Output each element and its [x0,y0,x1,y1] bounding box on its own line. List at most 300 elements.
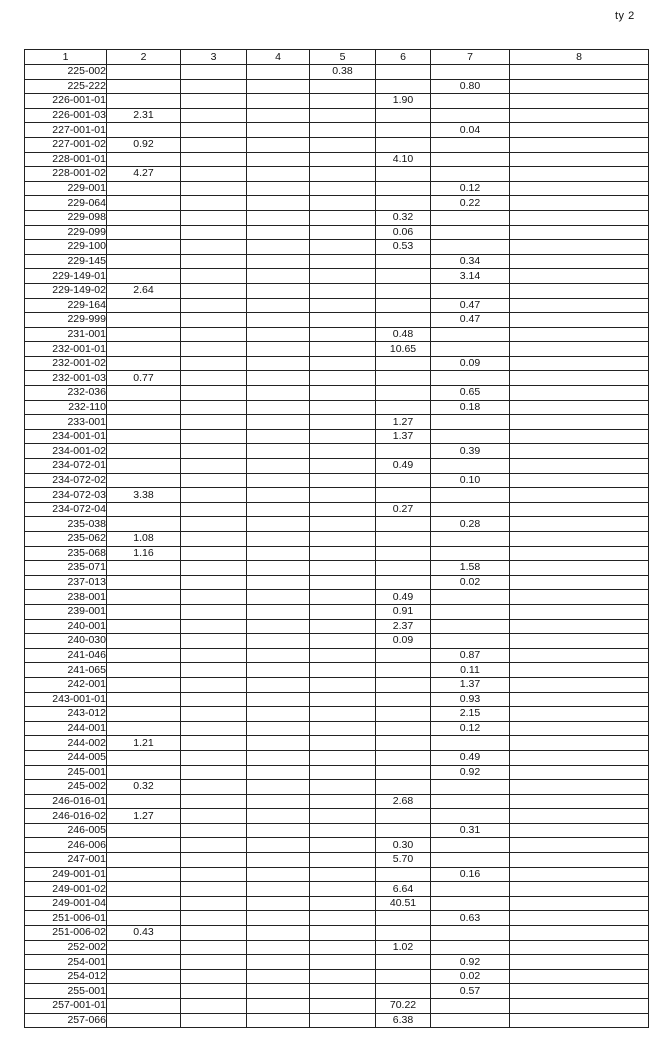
value-cell [181,926,247,941]
value-cell [247,853,310,868]
value-cell [431,429,510,444]
value-cell [510,546,649,561]
column-header: 4 [247,50,310,65]
value-cell [431,459,510,474]
row-code-cell: 244-001 [25,721,107,736]
value-cell: 0.12 [431,181,510,196]
value-cell [510,532,649,547]
table-row [25,619,649,634]
row-code-cell: 229-145 [25,254,107,269]
value-cell [247,969,310,984]
value-cell [247,823,310,838]
value-cell [431,853,510,868]
value-cell [107,707,181,722]
value-cell [510,210,649,225]
value-cell [247,181,310,196]
value-cell [376,254,431,269]
value-cell [181,677,247,692]
value-cell: 0.87 [431,648,510,663]
value-cell [510,853,649,868]
value-cell [310,896,376,911]
row-code-cell: 245-001 [25,765,107,780]
value-cell [247,108,310,123]
value-cell [247,502,310,517]
value-cell [376,283,431,298]
table-row [25,152,649,167]
value-cell [247,225,310,240]
value-cell [376,692,431,707]
value-cell: 3.14 [431,269,510,284]
value-cell [181,999,247,1014]
value-cell [247,648,310,663]
value-cell [310,429,376,444]
value-cell [181,794,247,809]
value-cell [247,736,310,751]
value-cell [431,488,510,503]
row-code-cell: 246-016-01 [25,794,107,809]
value-cell: 0.38 [310,65,376,80]
value-cell [247,196,310,211]
value-cell [247,692,310,707]
value-cell [107,415,181,430]
column-header: 6 [376,50,431,65]
table-row [25,561,649,576]
value-cell [510,429,649,444]
value-cell [247,604,310,619]
value-cell [181,429,247,444]
value-cell [510,634,649,649]
value-cell [247,546,310,561]
value-cell [310,882,376,897]
value-cell [181,94,247,109]
value-cell [247,488,310,503]
value-cell [181,254,247,269]
value-cell [376,984,431,999]
table-row [25,181,649,196]
value-cell [310,444,376,459]
value-cell [431,794,510,809]
value-cell: 0.30 [376,838,431,853]
value-cell [310,575,376,590]
value-cell [431,546,510,561]
value-cell [181,663,247,678]
value-cell: 0.32 [376,210,431,225]
value-cell [107,181,181,196]
value-cell [510,167,649,182]
value-cell: 0.47 [431,298,510,313]
value-cell [107,400,181,415]
value-cell [247,386,310,401]
value-cell [247,561,310,576]
value-cell: 0.32 [107,780,181,795]
row-code-cell: 227-001-02 [25,137,107,152]
value-cell [510,940,649,955]
table-row [25,327,649,342]
value-cell [181,692,247,707]
value-cell [431,940,510,955]
row-code-cell: 232-001-03 [25,371,107,386]
value-cell [310,736,376,751]
value-cell [510,137,649,152]
value-cell [247,94,310,109]
value-cell: 0.10 [431,473,510,488]
value-cell [181,196,247,211]
value-cell [247,283,310,298]
value-cell [181,853,247,868]
row-code-cell: 228-001-02 [25,167,107,182]
value-cell [310,984,376,999]
value-cell [310,780,376,795]
table-row [25,911,649,926]
value-cell [247,415,310,430]
page-number-label: ty 2 [615,10,635,22]
value-cell [431,1013,510,1028]
value-cell [107,444,181,459]
value-cell [510,502,649,517]
value-cell: 0.92 [431,955,510,970]
value-cell [247,809,310,824]
value-cell [107,225,181,240]
value-cell [510,123,649,138]
value-cell [107,429,181,444]
row-code-cell: 232-001-01 [25,342,107,357]
value-cell [107,663,181,678]
value-cell [181,327,247,342]
value-cell [181,210,247,225]
table-row [25,707,649,722]
value-cell: 4.10 [376,152,431,167]
value-cell [181,590,247,605]
value-cell [310,765,376,780]
value-cell [107,240,181,255]
value-cell [376,765,431,780]
value-cell [310,838,376,853]
value-cell [431,210,510,225]
value-cell [510,911,649,926]
value-cell [247,254,310,269]
value-cell [181,502,247,517]
value-cell [181,619,247,634]
table-row [25,823,649,838]
value-cell [431,342,510,357]
value-cell [181,736,247,751]
value-cell [181,955,247,970]
value-cell [247,765,310,780]
value-cell [107,896,181,911]
value-cell [107,648,181,663]
value-cell: 1.58 [431,561,510,576]
value-cell [247,327,310,342]
value-cell [247,400,310,415]
value-cell [510,561,649,576]
value-cell [107,65,181,80]
table-row [25,356,649,371]
value-cell [376,356,431,371]
value-cell [107,342,181,357]
value-cell [431,415,510,430]
table-row [25,517,649,532]
table-row [25,926,649,941]
value-cell [376,911,431,926]
row-code-cell: 232-036 [25,386,107,401]
value-cell: 3.38 [107,488,181,503]
value-cell [510,94,649,109]
table-row [25,502,649,517]
row-code-cell: 257-066 [25,1013,107,1028]
value-cell [247,896,310,911]
value-cell [510,240,649,255]
value-cell [107,590,181,605]
value-cell [107,210,181,225]
value-cell [247,137,310,152]
value-cell [181,152,247,167]
value-cell [247,473,310,488]
value-cell [310,181,376,196]
value-cell [247,575,310,590]
row-code-cell: 239-001 [25,604,107,619]
row-code-cell: 229-099 [25,225,107,240]
column-header: 3 [181,50,247,65]
value-cell [310,386,376,401]
value-cell [247,532,310,547]
value-cell [181,750,247,765]
value-cell [510,269,649,284]
value-cell [376,386,431,401]
value-cell [510,1013,649,1028]
value-cell [510,400,649,415]
value-cell [431,137,510,152]
value-cell [376,371,431,386]
value-cell [181,604,247,619]
value-cell [310,721,376,736]
value-cell [310,283,376,298]
value-cell [510,721,649,736]
value-cell [181,167,247,182]
value-cell [310,459,376,474]
row-code-cell: 251-006-02 [25,926,107,941]
value-cell: 0.80 [431,79,510,94]
value-cell: 0.39 [431,444,510,459]
value-cell [181,765,247,780]
value-cell [510,152,649,167]
value-cell [510,955,649,970]
table-row [25,809,649,824]
row-code-cell: 235-038 [25,517,107,532]
value-cell: 0.09 [376,634,431,649]
value-cell [310,604,376,619]
value-cell [181,298,247,313]
value-cell [247,356,310,371]
value-cell [107,999,181,1014]
table-row [25,532,649,547]
value-cell [107,356,181,371]
table-row [25,65,649,80]
table-row [25,999,649,1014]
row-code-cell: 229-999 [25,313,107,328]
value-cell: 0.65 [431,386,510,401]
value-cell [510,283,649,298]
column-header: 8 [510,50,649,65]
value-cell [510,780,649,795]
value-cell [431,65,510,80]
value-cell: 0.22 [431,196,510,211]
value-cell [107,196,181,211]
value-cell [431,619,510,634]
table-row [25,969,649,984]
value-cell [181,356,247,371]
value-cell [181,532,247,547]
row-code-cell: 226-001-03 [25,108,107,123]
value-cell [181,342,247,357]
value-cell [376,313,431,328]
column-header: 1 [25,50,107,65]
value-cell [376,809,431,824]
value-cell: 0.91 [376,604,431,619]
value-cell [510,969,649,984]
value-cell [247,371,310,386]
value-cell [107,634,181,649]
value-cell [181,838,247,853]
value-cell [376,473,431,488]
row-code-cell: 252-002 [25,940,107,955]
table-row [25,240,649,255]
data-table [24,49,649,1028]
value-cell [181,65,247,80]
value-cell: 0.49 [431,750,510,765]
column-header: 7 [431,50,510,65]
row-code-cell: 240-030 [25,634,107,649]
value-cell [431,809,510,824]
value-cell: 0.09 [431,356,510,371]
value-cell [431,532,510,547]
value-cell [247,926,310,941]
value-cell [510,794,649,809]
value-cell [376,677,431,692]
table-row [25,984,649,999]
row-code-cell: 235-068 [25,546,107,561]
table-row [25,444,649,459]
table-row [25,488,649,503]
value-cell [107,152,181,167]
value-cell [181,400,247,415]
row-code-cell: 234-072-03 [25,488,107,503]
value-cell [181,969,247,984]
row-code-cell: 229-149-01 [25,269,107,284]
value-cell [181,123,247,138]
value-cell [510,896,649,911]
row-code-cell: 233-001 [25,415,107,430]
table-row [25,648,649,663]
value-cell: 0.12 [431,721,510,736]
row-code-cell: 249-001-04 [25,896,107,911]
value-cell [510,999,649,1014]
value-cell [247,619,310,634]
value-cell [310,940,376,955]
row-code-cell: 234-001-01 [25,429,107,444]
value-cell [310,648,376,663]
value-cell [376,648,431,663]
value-cell [107,867,181,882]
value-cell [310,152,376,167]
value-cell [107,123,181,138]
value-cell [510,765,649,780]
value-cell [376,444,431,459]
value-cell [181,896,247,911]
value-cell [107,721,181,736]
value-cell [247,911,310,926]
row-code-cell: 255-001 [25,984,107,999]
value-cell [310,677,376,692]
value-cell [107,575,181,590]
value-cell [247,152,310,167]
value-cell [431,882,510,897]
value-cell [310,123,376,138]
value-cell: 70.22 [376,999,431,1014]
value-cell: 0.16 [431,867,510,882]
value-cell: 2.64 [107,283,181,298]
value-cell: 40.51 [376,896,431,911]
value-cell: 4.27 [107,167,181,182]
value-cell: 0.63 [431,911,510,926]
value-cell [310,502,376,517]
row-code-cell: 234-072-02 [25,473,107,488]
value-cell [431,604,510,619]
value-cell [247,1013,310,1028]
value-cell: 0.02 [431,575,510,590]
row-code-cell: 235-071 [25,561,107,576]
table-row [25,210,649,225]
value-cell [181,780,247,795]
value-cell: 0.77 [107,371,181,386]
value-cell [431,327,510,342]
value-cell [247,590,310,605]
row-code-cell: 249-001-02 [25,882,107,897]
row-code-cell: 254-001 [25,955,107,970]
value-cell [247,269,310,284]
value-cell: 0.57 [431,984,510,999]
table-row [25,400,649,415]
value-cell [510,736,649,751]
value-cell [181,546,247,561]
value-cell [181,181,247,196]
value-cell [181,809,247,824]
row-code-cell: 232-001-02 [25,356,107,371]
value-cell [431,736,510,751]
row-code-cell: 249-001-01 [25,867,107,882]
value-cell [376,721,431,736]
value-cell [107,502,181,517]
value-cell [310,911,376,926]
value-cell [310,298,376,313]
table-row [25,429,649,444]
value-cell [247,210,310,225]
row-code-cell: 229-064 [25,196,107,211]
value-cell [181,575,247,590]
row-code-cell: 246-016-02 [25,809,107,824]
value-cell: 0.43 [107,926,181,941]
row-code-cell: 244-005 [25,750,107,765]
row-code-cell: 246-006 [25,838,107,853]
value-cell [107,882,181,897]
row-code-cell: 226-001-01 [25,94,107,109]
value-cell [510,575,649,590]
row-code-cell: 245-002 [25,780,107,795]
value-cell: 0.04 [431,123,510,138]
value-cell [107,823,181,838]
value-cell [376,663,431,678]
value-cell [107,459,181,474]
value-cell [376,780,431,795]
